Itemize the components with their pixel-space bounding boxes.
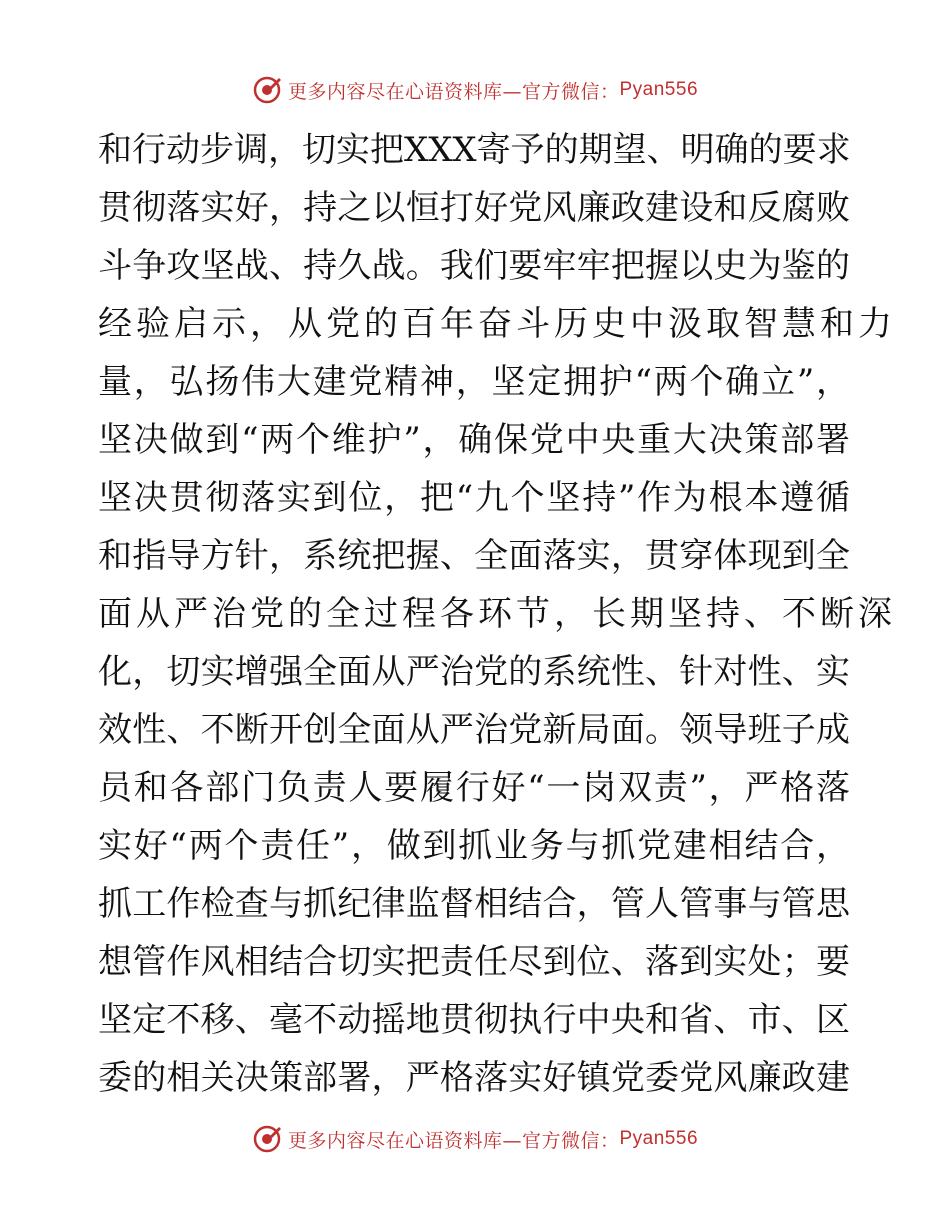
logo-icon	[252, 1124, 282, 1154]
document-body	[98, 121, 896, 1107]
text-line: 和指导方针，系统把握、全面落实，贯穿体现到全	[98, 536, 850, 576]
text-line: 和行动步调，切实把XXX寄予的期望、明确的要求	[98, 130, 851, 170]
text-line: 抓工作检查与抓纪律监督相结合，管人管事与管思	[98, 884, 850, 924]
text-line: 员和各部门负责人要履行好“一岗双责”，严格落	[98, 768, 850, 808]
text-line: 量，弘扬伟大建党精神，坚定拥护“两个确立”，	[98, 362, 850, 402]
text-line: 斗争攻坚战、持久战。我们要牢牢把握以史为鉴的	[98, 246, 850, 286]
logo-icon	[252, 75, 282, 105]
watermark-wechat-id: Pyan556	[619, 79, 699, 100]
footer-watermark	[0, 1119, 950, 1159]
header-watermark	[0, 70, 950, 110]
text-line: 委的相关决策部署，严格落实好镇党委党风廉政建	[98, 1058, 850, 1098]
text-line: 面从严治党的全过程各环节，长期坚持、不断深	[98, 594, 896, 634]
text-line: 效性、不断开创全面从严治党新局面。领导班子成	[98, 710, 850, 750]
watermark-wechat-id: Pyan556	[619, 1128, 699, 1149]
watermark-text: 更多内容尽在心语资料库—官方微信：	[287, 1129, 620, 1152]
watermark-text: 更多内容尽在心语资料库—官方微信：	[287, 80, 620, 103]
text-line: 实好“两个责任”，做到抓业务与抓党建相结合，	[98, 826, 850, 866]
text-line: 想管作风相结合切实把责任尽到位、落到实处；要	[98, 942, 850, 982]
text-line: 化，切实增强全面从严治党的系统性、针对性、实	[98, 652, 850, 692]
text-line: 坚定不移、毫不动摇地贯彻执行中央和省、市、区	[98, 1000, 850, 1040]
text-line: 坚决做到“两个维护”，确保党中央重大决策部署	[98, 420, 850, 460]
text-line: 坚决贯彻落实到位，把“九个坚持”作为根本遵循	[98, 478, 850, 518]
text-line: 经验启示，从党的百年奋斗历史中汲取智慧和力	[98, 304, 896, 344]
text-line: 贯彻落实好，持之以恒打好党风廉政建设和反腐败	[98, 188, 850, 228]
